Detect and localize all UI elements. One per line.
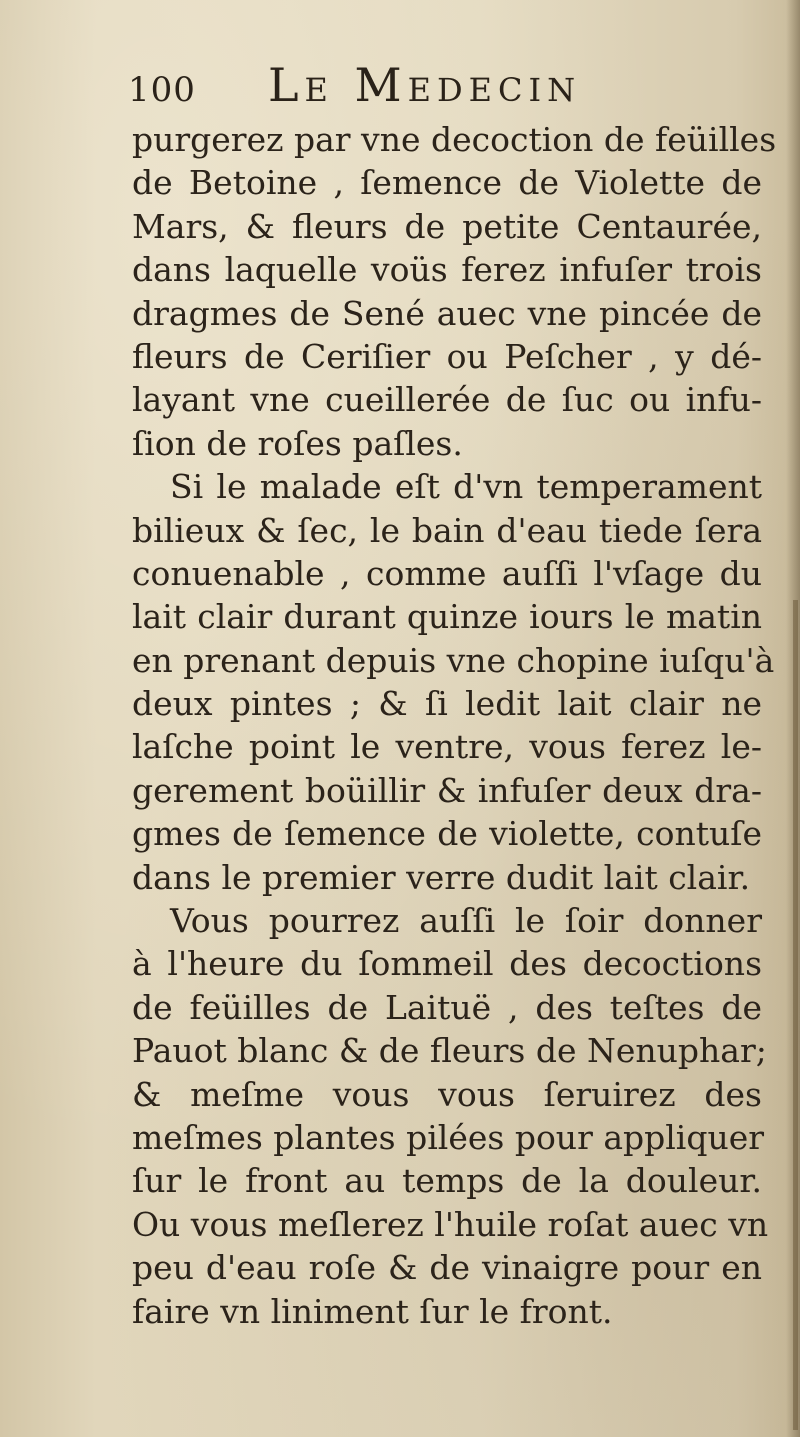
body-text	[132, 118, 777, 1333]
page-header	[128, 58, 768, 118]
text-line: dragmes de Sené auec vne pincée de	[132, 293, 762, 333]
text-line: dans le premier verre dudit lait clair.	[132, 857, 751, 897]
text-line: de feüilles de Laituë , des teſtes de	[132, 987, 762, 1027]
text-line: bilieux & ſec, le bain d'eau tiede ſera	[132, 510, 762, 550]
page-number: 100	[128, 70, 196, 110]
text-line: meſmes plantes pilées pour appliquer	[132, 1117, 765, 1157]
text-line: dans laquelle voüs ferez infuſer trois	[132, 250, 762, 290]
text-line: deux pintes ; & ſi ledit lait clair ne	[132, 684, 762, 724]
text-line: gmes de ſemence de violette, contuſe	[132, 814, 762, 854]
text-line: à l'heure du ſommeil des decoctions	[132, 944, 762, 984]
text-line: & meſme vous vous ſeruirez des	[132, 1074, 762, 1114]
text-line: purgerez par vne decoction de feüilles	[132, 120, 777, 159]
text-line: Mars, & fleurs de petite Centaurée,	[132, 206, 762, 246]
text-line: faire vn liniment ſur le front.	[132, 1291, 613, 1331]
text-line: layant vne cueillerée de ſuc ou infu-	[132, 380, 762, 420]
text-line: peu d'eau roſe & de vinaigre pour en	[132, 1248, 762, 1288]
running-title: Le Medecin	[268, 58, 582, 112]
paragraph-2	[132, 465, 775, 899]
text-line: de Betoine , ſemence de Violette de	[132, 163, 762, 203]
text-line: Si le malade eſt d'vn temperament	[170, 467, 762, 507]
text-line: ſur le front au temps de la douleur.	[132, 1161, 762, 1201]
text-line: conuenable , comme auſſi l'vſage du	[132, 553, 762, 593]
text-line: gerement boüillir & infuſer deux dra-	[132, 770, 762, 810]
paragraph-1	[132, 118, 777, 465]
text-line: lait clair durant quinze iours le matin	[132, 597, 762, 637]
text-line: fleurs de Ceriſier ou Peſcher , y dé-	[132, 336, 762, 376]
text-line: Vous pourrez auſſi le ſoir donner	[170, 901, 762, 941]
text-line: Ou vous meſlerez l'huile roſat auec vn	[132, 1204, 769, 1244]
text-line: en prenant depuis vne chopine iuſqu'à	[132, 640, 775, 680]
text-line: Pauot blanc & de fleurs de Nenuphar;	[132, 1031, 767, 1071]
paragraph-3	[132, 899, 769, 1333]
text-line: laſche point le ventre, vous ferez le-	[132, 727, 762, 767]
adjacent-page-edge	[793, 600, 798, 1430]
text-line: ſion de roſes paſles.	[132, 423, 463, 463]
